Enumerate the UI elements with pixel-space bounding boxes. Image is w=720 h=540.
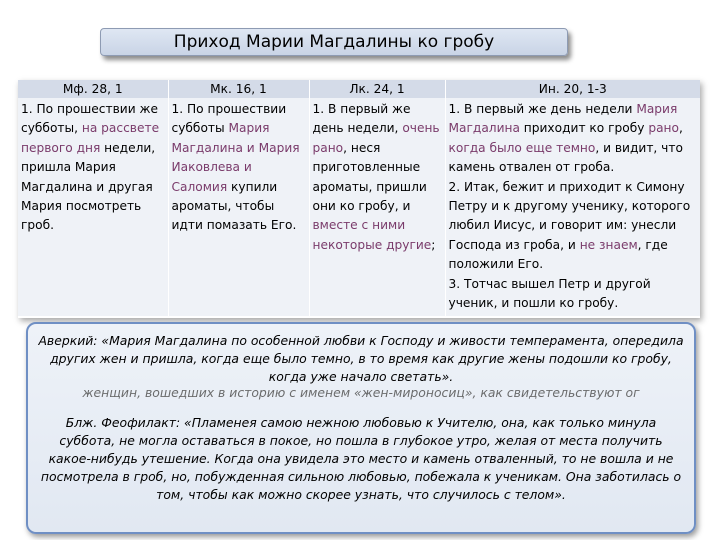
header-mark: Мк. 16, 1 <box>168 80 309 98</box>
header-john: Ин. 20, 1-3 <box>445 80 700 98</box>
theophylact-quote: Блж. Феофилакт: «Пламенея самою нежною любовью к Учителю, она, как только минула суббота, не могла оставаться в покое, но пошла в глубокое утро, желая от места получить какое-нибудь утешение. Когда она увидела это место и камень отваленный, то не вошла и не посмотрела в гроб, но, побужденная сильною любовью, побежала к ученикам. Она заботилась о том, чтобы как можно скорее узнать, что случилось с телом». <box>40 415 682 502</box>
highlight: Мария Магдалина и Мария Иаковлева и Саломия <box>171 121 300 194</box>
highlight: когда было еще темно <box>448 140 596 155</box>
overlapped-text: женщин, вошедших в историю с именем «жен-мироносиц», как свидетельствуют ог <box>82 385 640 400</box>
cell-mark: 1. По прошествии субботы Мария Магдалина и Мария Иаковлева и Саломия купили ароматы, чтобы идти помазать Его. <box>168 98 309 316</box>
table-header-row <box>18 80 700 98</box>
highlight: на рассвете первого дня <box>21 121 160 155</box>
header-matthew: Мф. 28, 1 <box>18 80 168 98</box>
highlight: не знаем <box>579 237 638 252</box>
header-luke: Лк. 24, 1 <box>309 80 445 98</box>
highlight: очень рано <box>312 121 440 155</box>
cell-luke: 1. В первый же день недели, очень рано, неся приготовленные ароматы, пришли они ко гробу, и вместе с ними некоторые другие; <box>309 98 445 316</box>
commentary-box <box>26 322 696 534</box>
highlight: Мария Магдалина <box>448 102 678 136</box>
page-title: Приход Марии Магдалины ко гробу <box>100 28 568 56</box>
highlight: рано <box>648 121 679 136</box>
highlight: вместе с ними некоторые другие <box>312 218 432 252</box>
gospel-comparison-table <box>18 80 700 318</box>
table-row <box>18 98 700 316</box>
averky-quote: Аверкий: «Мария Магдалина по особенной любви к Господу и живости темперамента, опередила других жен и пришла, когда еще было темно, в то время как другие жены подошли ко гробу, когда уже начало светать». <box>38 333 684 384</box>
cell-john: 1. В первый же день недели Мария Магдалина приходит ко гробу рано, когда было еще темно, и видит, что камень отвален от гроба. 2. Итак, бежит и приходит к Симону Петру и к другому ученику, которого любил Иисус, и говорит им: унесли Господа из гроба, и не знаем, где положили Его. 3. Тотчас вышел Петр и другой ученик, и пошли ко гробу. <box>445 98 700 316</box>
cell-matthew: 1. По прошествии же субботы, на рассвете первого дня недели, пришла Мария Магдалина и другая Мария посмотреть гроб. <box>18 98 168 316</box>
